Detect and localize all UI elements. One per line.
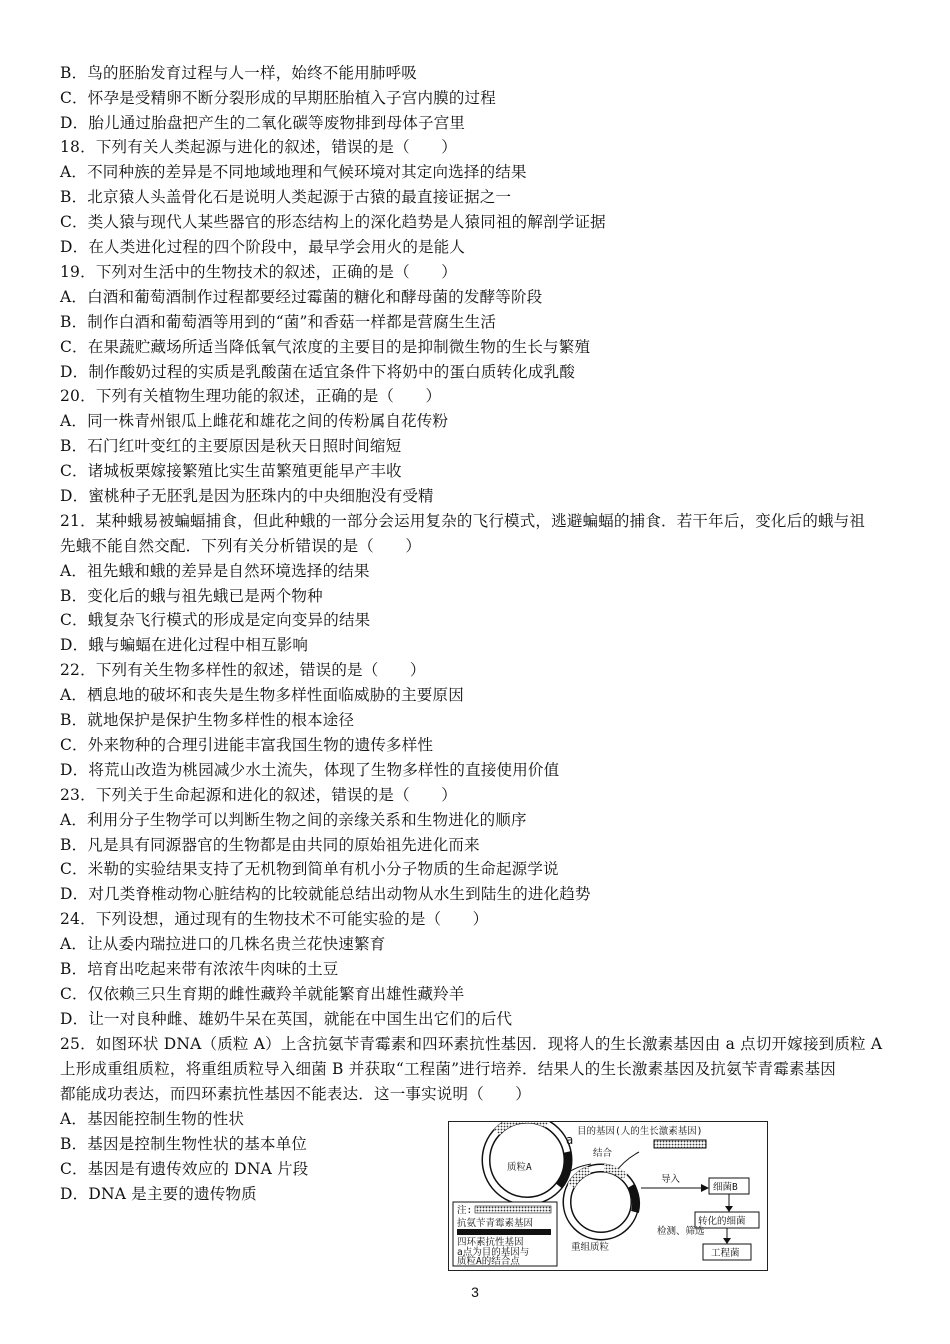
option-line: A．祖先蛾和蛾的差异是自然环境选择的结果 xyxy=(60,562,370,580)
question-23-stem: 23．下列关于生命起源和进化的叙述，错误的是（ ） xyxy=(60,786,457,804)
question-19-stem: 19．下列对生活中的生物技术的叙述，正确的是（ ） xyxy=(60,263,457,281)
note-amp-label: 抗氨苄青霉素基因 xyxy=(457,1218,534,1229)
option-line: C．仅依赖三只生育期的雌性藏羚羊就能繁育出雄性藏羚羊 xyxy=(60,985,465,1003)
note-tet-label: 四环素抗性基因 xyxy=(457,1237,524,1248)
engineered-label: 工程菌 xyxy=(711,1248,740,1259)
option-line: A．白酒和葡萄酒制作过程都要经过霉菌的糖化和酵母菌的发酵等阶段 xyxy=(60,288,543,306)
option-line: B．就地保护是保护生物多样性的根本途径 xyxy=(60,711,355,729)
note-tet-swatch xyxy=(457,1229,551,1235)
option-line: C．基因是有遗传效应的 DNA 片段 xyxy=(60,1160,309,1178)
plasmid-a-label: 质粒A xyxy=(507,1162,532,1173)
option-line: D．DNA 是主要的遗传物质 xyxy=(60,1185,257,1203)
import-label: 导入 xyxy=(661,1174,681,1185)
option-line: D．让一对良种雌、雄奶牛呆在英国，就能在中国生出它们的后代 xyxy=(60,1010,513,1028)
combine-label: 结合 xyxy=(593,1148,613,1159)
recombinant-label: 重组质粒 xyxy=(571,1242,610,1253)
option-line: B．基因是控制生物性状的基本单位 xyxy=(60,1135,308,1153)
plasmid-a xyxy=(486,1122,573,1201)
option-line: B．北京猿人头盖骨化石是说明人类起源于古猿的最直接证据之一 xyxy=(60,188,512,206)
text-line: B．鸟的胚胎发育过程与人一样，始终不能用肺呼吸 xyxy=(60,64,417,82)
point-a-label: a xyxy=(566,1133,574,1147)
question-21-stem-cont: 先蛾不能自然交配．下列有关分析错误的是（ ） xyxy=(60,537,422,555)
page-number: 3 xyxy=(471,1284,479,1300)
option-line: B．制作白酒和葡萄酒等用到的“菌”和香菇一样都是营腐生生活 xyxy=(60,313,497,331)
question-18-stem: 18．下列有关人类起源与进化的叙述，错误的是（ ） xyxy=(60,138,457,156)
option-line: D．制作酸奶过程的实质是乳酸菌在适宜条件下将奶中的蛋白质转化成乳酸 xyxy=(60,363,576,381)
target-gene-label: 目的基因(人的生长激素基因) xyxy=(577,1126,703,1137)
transformed-label: 转化的细菌 xyxy=(698,1216,746,1227)
detect-label: 检测、筛选 xyxy=(657,1226,705,1237)
question-21-stem: 21．某种蛾易被蝙蝠捕食，但此种蛾的一部分会运用复杂的飞行模式，逃避蝙蝠的捕食．若干年后，变化后的蛾与祖 xyxy=(60,512,866,530)
note-a-line2: 质粒A的结合点 xyxy=(457,1256,520,1267)
option-line: C．在果蔬贮藏场所适当降低氧气浓度的主要目的是抑制微生物的生长与繁殖 xyxy=(60,338,591,356)
question-25-stem: 25．如图环状 DNA（质粒 A）上含抗氨苄青霉素和四环素抗性基因．现将人的生长激素基因由 a 点切开嫁接到质粒 A xyxy=(60,1035,883,1053)
option-line: C．米勒的实验结果支持了无机物到简单有机小分子物质的生命起源学说 xyxy=(60,860,559,878)
plasmid-diagram-svg xyxy=(449,1122,767,1270)
option-line: C．蛾复杂飞行模式的形成是定向变异的结果 xyxy=(60,611,371,629)
note-amp-swatch xyxy=(475,1206,551,1213)
option-line: A．让从委内瑞拉进口的几株名贵兰花快速繁育 xyxy=(60,935,386,953)
option-line: D．蛾与蝙蝠在进化过程中相互影响 xyxy=(60,636,309,654)
option-line: A．同一株青州银瓜上雌花和雄花之间的传粉属自花传粉 xyxy=(60,412,449,430)
option-line: D．对几类脊椎动物心脏结构的比较就能总结出动物从水生到陆生的进化趋势 xyxy=(60,885,591,903)
option-line: B．凡是具有同源器官的生物都是由共同的原始祖先进化而来 xyxy=(60,836,480,854)
note-a-line1: a点为目的基因与 xyxy=(457,1247,530,1258)
option-line: A．基因能控制生物的性状 xyxy=(60,1110,245,1128)
question-22-stem: 22．下列有关生物多样性的叙述，错误的是（ ） xyxy=(60,661,426,679)
note-title: 注: xyxy=(457,1205,473,1216)
option-line: D．蜜桃种子无胚乳是因为胚珠内的中央细胞没有受精 xyxy=(60,487,434,505)
question-20-stem: 20．下列有关植物生理功能的叙述，正确的是（ ） xyxy=(60,387,442,405)
option-line: B．变化后的蛾与祖先蛾已是两个物种 xyxy=(60,587,323,605)
bacteria-b-label: 细菌B xyxy=(713,1182,738,1193)
question-24-stem: 24．下列设想，通过现有的生物技术不可能实验的是（ ） xyxy=(60,910,489,928)
text-line: C．怀孕是受精卵不断分裂形成的早期胚胎植入子宫内膜的过程 xyxy=(60,89,496,107)
text-line: D．胎儿通过胎盘把产生的二氧化碳等废物排到母体子宫里 xyxy=(60,114,466,132)
option-line: D．将荒山改造为桃园减少水土流失，体现了生物多样性的直接使用价值 xyxy=(60,761,560,779)
diagram-note xyxy=(453,1202,557,1267)
target-gene-bar xyxy=(654,1140,706,1148)
question-25-stem-cont: 都能成功表达，而四环素抗性基因不能表达．这一事实说明（ ） xyxy=(60,1085,532,1103)
recombinant-plasmid xyxy=(567,1168,636,1253)
option-line: D．在人类进化过程的四个阶段中，最早学会用火的是能人 xyxy=(60,238,466,256)
question-25-stem-cont: 上形成重组质粒，将重组质粒导入细菌 B 并获取“工程菌”进行培养．结果人的生长激素基因及抗氨苄青霉素基因 xyxy=(60,1060,836,1078)
option-line: B．石门红叶变红的主要原因是秋天日照时间缩短 xyxy=(60,437,402,455)
option-line: C．外来物种的合理引进能丰富我国生物的遗传多样性 xyxy=(60,736,434,754)
option-line: C．类人猿与现代人某些器官的形态结构上的深化趋势是人猿同祖的解剖学证据 xyxy=(60,213,606,231)
plasmid-diagram xyxy=(448,1121,768,1271)
option-line: A．栖息地的破坏和丧失是生物多样性面临威胁的主要原因 xyxy=(60,686,464,704)
option-line: C．诸城板栗嫁接繁殖比实生苗繁殖更能早产丰收 xyxy=(60,462,402,480)
option-line: B．培育出吃起来带有浓浓牛肉味的土豆 xyxy=(60,960,339,978)
option-line: A．不同种族的差异是不同地域地理和气候环境对其定向选择的结果 xyxy=(60,163,527,181)
option-line: A．利用分子生物学可以判断生物之间的亲缘关系和生物进化的顺序 xyxy=(60,811,527,829)
